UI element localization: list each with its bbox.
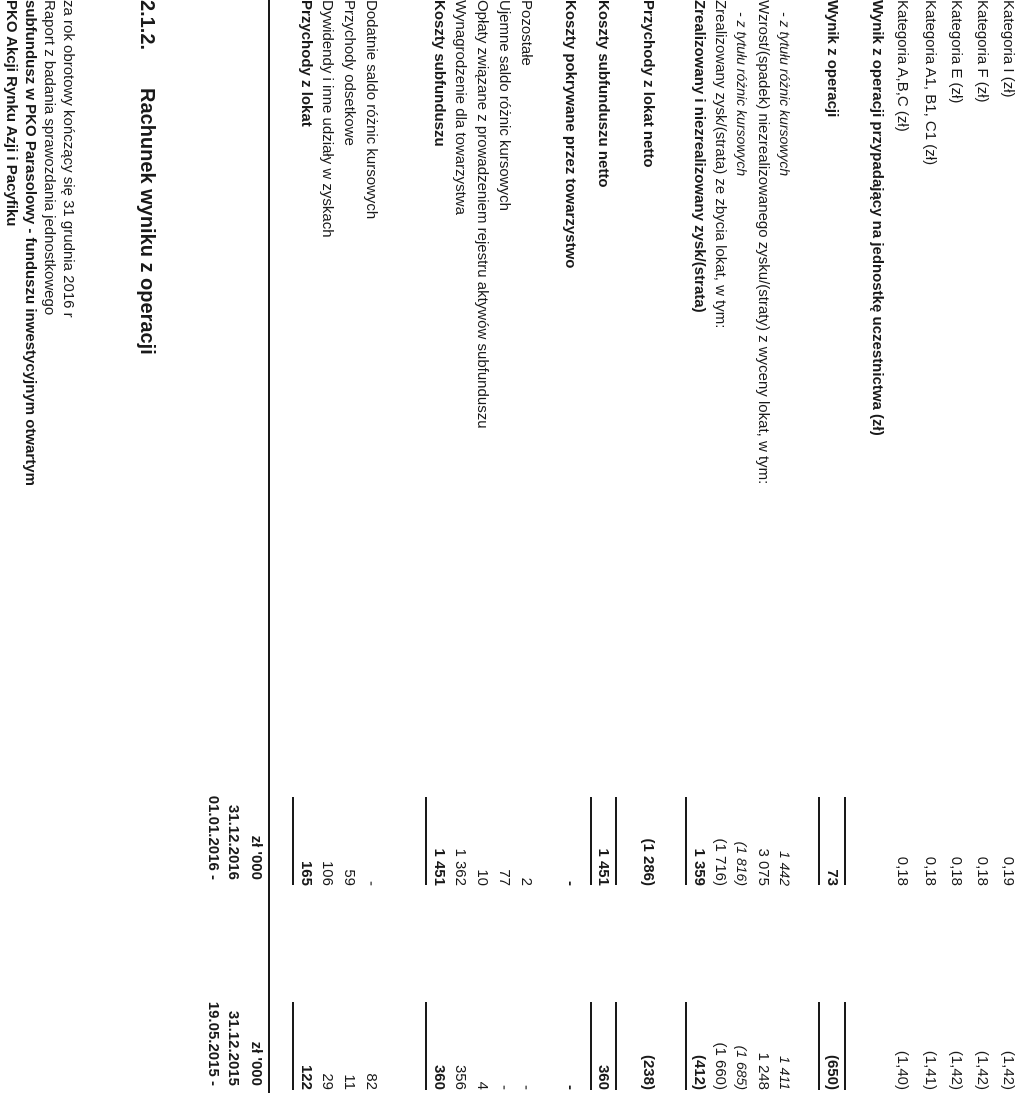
row-label: Opłaty związane z prowadzeniem rejestru aktywów subfunduszu <box>474 0 491 429</box>
rule-col2-lokat <box>292 1002 294 1090</box>
row-label: Koszty subfunduszu netto <box>595 0 612 188</box>
row-value-2016: 1 362 <box>452 848 469 886</box>
row-value-2016: 0,18 <box>894 856 911 886</box>
rule-col1-wynik-top <box>818 797 820 885</box>
column-2-period-start: 19.05.2015 - <box>205 1001 222 1086</box>
row-value-2016: 73 <box>824 869 841 886</box>
rule-col1-lokat <box>292 797 294 885</box>
table-row <box>999 0 1018 1093</box>
section-number: 2.1.2. <box>136 0 158 51</box>
table-row <box>594 0 613 1093</box>
row-value-2015: 1 411 <box>777 1056 793 1090</box>
row-label: Przychody z lokat netto <box>640 0 657 168</box>
table-row <box>775 0 794 1093</box>
row-label: Wynik z operacji przypadający na jednostkę uczestnictwa (zł) <box>869 0 886 436</box>
row-label: Kategoria F (zł) <box>974 0 991 103</box>
table-row <box>732 0 751 1093</box>
column-1-unit: zł '000 <box>248 835 265 880</box>
row-value-2015: - <box>518 1085 535 1090</box>
row-value-2016: 10 <box>474 869 491 886</box>
row-value-2015: (1,42) <box>948 1050 965 1090</box>
rule-col2-zrealizowany <box>685 1002 687 1090</box>
row-value-2015: (1,41) <box>922 1050 939 1090</box>
row-value-2015: (1 685) <box>734 1045 750 1090</box>
table-row <box>517 0 536 1093</box>
table-row <box>711 0 730 1093</box>
table-row <box>473 0 492 1093</box>
row-value-2015: - <box>496 1085 513 1090</box>
row-value-2016: 165 <box>298 860 315 886</box>
row-label: Wzrost/(spadek) niezrealizowanego zysku/(straty) z wyceny lokat, w tym: <box>755 0 772 485</box>
row-value-2015: 4 <box>474 1081 491 1090</box>
table-row <box>823 0 842 1093</box>
table-row <box>297 0 316 1093</box>
row-value-2016: 0,18 <box>922 856 939 886</box>
table-row <box>430 0 449 1093</box>
row-value-2016: 1 451 <box>595 848 612 886</box>
rule-col1-netto-bottom <box>615 797 617 885</box>
table-row <box>451 0 470 1093</box>
row-value-2016: 1 359 <box>691 848 708 886</box>
row-value-2016: 1 451 <box>431 848 448 886</box>
report-period: za rok obrotowy kończący się 31 grudnia 2016 r <box>60 0 77 318</box>
column-2-unit: zł '000 <box>248 1041 265 1086</box>
row-value-2016: 0,19 <box>1000 856 1017 886</box>
row-value-2016: - <box>562 881 579 886</box>
table-row <box>639 0 658 1093</box>
row-value-2015: 82 <box>363 1073 380 1090</box>
rule-col2-netto-top <box>590 1002 592 1090</box>
row-value-2015: 29 <box>319 1073 336 1090</box>
row-label: - z tytułu różnic kursowych <box>734 12 750 177</box>
row-label: Przychody odsetkowe <box>341 0 358 146</box>
row-label: Ujemne saldo różnic kursowych <box>496 0 513 211</box>
row-label: Dywidendy i inne udziały w zyskach <box>319 0 336 238</box>
row-value-2015: (238) <box>640 1054 657 1090</box>
row-label: Koszty pokrywane przez towarzystwo <box>562 0 579 269</box>
row-value-2015: (650) <box>824 1054 841 1090</box>
row-label: Pozostałe <box>518 0 535 66</box>
row-value-2016: 2 <box>518 877 535 886</box>
row-value-2015: (1,40) <box>894 1050 911 1090</box>
row-label: Kategoria A1, B1, C1 (zł) <box>922 0 939 166</box>
rule-col2-netto-bottom <box>615 1002 617 1090</box>
row-value-2015: 122 <box>298 1064 315 1090</box>
column-1-period-end: 31.12.2016 <box>225 804 242 880</box>
row-value-2015: - <box>562 1085 579 1090</box>
column-1-period-start: 01.01.2016 - <box>205 795 222 880</box>
table-row <box>495 0 514 1093</box>
table-row <box>921 0 940 1093</box>
header-rule <box>268 0 270 1093</box>
subfund-description: subfundusz w PKO Parasolowy - funduszu inwestycyjnym otwartym <box>22 0 39 486</box>
row-value-2015: (1,42) <box>1000 1050 1017 1090</box>
row-label: Kategoria A,B,C (zł) <box>894 0 911 132</box>
rule-col2-koszty <box>425 1002 427 1090</box>
row-value-2015: (1,42) <box>974 1050 991 1090</box>
row-value-2015: 360 <box>595 1064 612 1090</box>
row-value-2016: (1 716) <box>712 838 729 886</box>
table-row <box>754 0 773 1093</box>
rule-col2-wynik-bottom <box>844 1002 846 1090</box>
row-value-2016: 0,18 <box>974 856 991 886</box>
table-row <box>318 0 337 1093</box>
table-row <box>690 0 709 1093</box>
row-label: Przychody z lokat <box>298 0 315 127</box>
row-label: Wynagrodzenie dla towarzystwa <box>452 0 469 215</box>
row-value-2015: 356 <box>452 1064 469 1090</box>
row-value-2016: 59 <box>341 869 358 886</box>
row-value-2016: 1 442 <box>777 850 793 886</box>
table-row <box>893 0 912 1093</box>
row-value-2015: 1 248 <box>755 1052 772 1090</box>
row-value-2016: 106 <box>319 860 336 886</box>
row-value-2016: (1 286) <box>640 838 657 886</box>
row-value-2016: 3 075 <box>755 848 772 886</box>
rule-col1-wynik-bottom <box>844 797 846 885</box>
row-value-2015: (1 660) <box>712 1042 729 1090</box>
row-label: Zrealizowany i niezrealizowany zysk/(strata) <box>691 0 708 313</box>
row-value-2016: (1 816) <box>734 841 750 886</box>
row-value-2015: 360 <box>431 1064 448 1090</box>
row-value-2016: 77 <box>496 869 513 886</box>
row-value-2015: 11 <box>341 1074 358 1090</box>
row-label: Zrealizowany zysk/(strata) ze zbycia lokat, w tym: <box>712 0 729 329</box>
rule-col2-wynik-top <box>818 1002 820 1090</box>
rule-col1-koszty <box>425 797 427 885</box>
table-row <box>340 0 359 1093</box>
table-row <box>947 0 966 1093</box>
row-label: Koszty subfunduszu <box>431 0 448 147</box>
table-row <box>561 0 580 1093</box>
row-label: Kategoria I (zł) <box>1000 0 1017 98</box>
row-value-2016: - <box>363 881 380 886</box>
row-label: Kategoria E (zł) <box>948 0 965 104</box>
table-row <box>868 0 887 1093</box>
rule-col1-zrealizowany <box>685 797 687 885</box>
table-row <box>973 0 992 1093</box>
row-label: Dodatnie saldo różnic kursowych <box>363 0 380 220</box>
column-2-period-end: 31.12.2015 <box>225 1010 242 1086</box>
row-value-2016: 0,18 <box>948 856 965 886</box>
section-title: Rachunek wyniku z operacji <box>136 88 158 355</box>
row-label: Wynik z operacji <box>824 0 841 118</box>
row-value-2015: (412) <box>691 1054 708 1090</box>
report-title: Raport z badania sprawozdania jednostkowego <box>41 0 58 316</box>
rule-col1-netto-top <box>590 797 592 885</box>
fund-name: PKO Akcji Rynku Azji i Pacyfiku <box>3 0 20 227</box>
row-label: - z tytułu różnic kursowych <box>777 12 793 177</box>
table-row <box>362 0 381 1093</box>
